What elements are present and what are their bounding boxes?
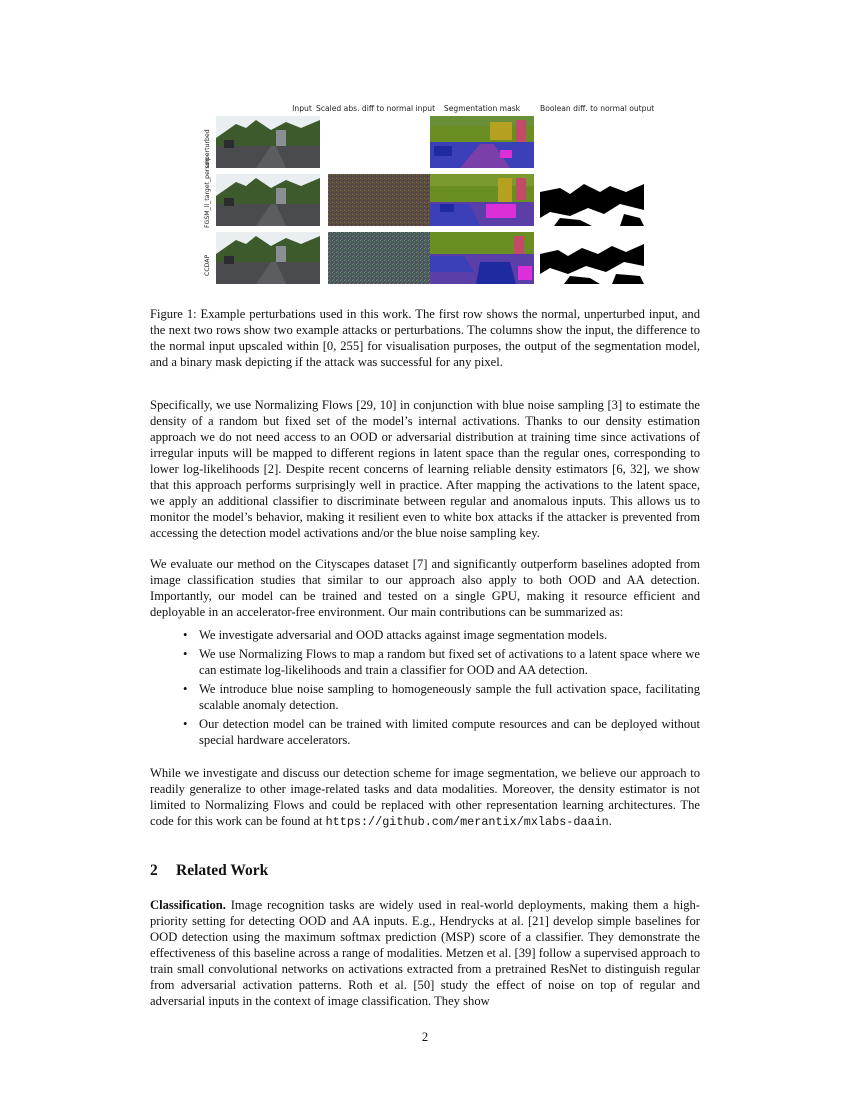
column-header-diff: Scaled abs. diff to normal input xyxy=(316,104,436,113)
paragraph-3-text: While we investigate and discuss our detection scheme for image segmentation, we believe our approach to readily generalize to other image-related tasks and data modalities. Moreover, the density estimator is not limited to Normalizing Flows and could be replaced with other representation learning architectures. The code for this work can be found at xyxy=(150,766,700,828)
diff-image-fgsm xyxy=(328,174,432,226)
section-number: 2 xyxy=(150,862,158,879)
list-item: • We investigate adversarial and OOD attacks against image segmentation models. xyxy=(183,627,700,643)
paragraph-3 xyxy=(150,765,700,830)
diff-image-ccdap xyxy=(328,232,432,284)
boolean-diff-ccdap xyxy=(540,232,644,284)
code-link[interactable]: https://github.com/merantix/mxlabs-daain xyxy=(325,815,609,829)
paragraph-3-end: . xyxy=(608,814,612,828)
paragraph-2: We evaluate our method on the Cityscapes dataset [7] and significantly outperform baselines adopted from image classification studies that similar to our approach also apply to both OOD and AA detection. Importantly, our model can be trained and tested on a single GPU, making it resource efficient and deployable in an accelerator-free environment. Our main contributions can be summarized as: xyxy=(150,557,700,619)
column-header-boolean-diff: Boolean diff. to normal output xyxy=(540,104,655,113)
figure-1 xyxy=(200,104,655,288)
column-header-segmentation: Segmentation mask xyxy=(443,104,521,113)
row-label-fgsm: FGSM_ll_target_person xyxy=(204,157,211,228)
row-label-ccdap: CCDAP xyxy=(204,254,211,276)
list-item: • We introduce blue noise sampling to homogeneously sample the full activation space, facilitating scalable anomaly detection. xyxy=(183,681,700,713)
section-heading xyxy=(150,862,268,880)
section-title: Related Work xyxy=(176,862,269,879)
input-image-unperturbed xyxy=(216,116,320,168)
paragraph-4 xyxy=(150,897,700,1009)
contributions-list xyxy=(183,627,700,751)
boolean-diff-fgsm xyxy=(540,174,644,226)
column-header-input: Input xyxy=(292,104,312,113)
segmentation-fgsm xyxy=(430,174,534,226)
input-image-fgsm xyxy=(216,174,320,226)
boolean-diff-unperturbed xyxy=(540,116,644,168)
paragraph-1: Specifically, we use Normalizing Flows [29, 10] in conjunction with blue noise sampling [3] to estimate the density of a random but fixed set of the model’s internal activations. Thanks to our density estimation approach we do not need access to an OOD or adversarial distribution at training time since activations of irregular inputs will be mapped to different regions in latent space than the regular ones, corresponding to lower log-likelihoods [2]. Despite recent concerns of learning reliable density estimators [6, 32], we show that this approach performs surprisingly well in practice. After mapping the activations to the latent space, we apply an additional classifier to discriminate between regular and anomalous inputs. This allows us to monitor the model’s behavior, making it resilient even to white box attacks if the attacker is prevented from accessing the detection model activations and/or the blue noise sampling key. xyxy=(150,398,700,540)
list-item: • Our detection model can be trained with limited compute resources and can be deployed without special hardware accelerators. xyxy=(183,716,700,748)
segmentation-ccdap xyxy=(430,232,534,284)
input-image-ccdap xyxy=(216,232,320,284)
row-label-unperturbed: unperturbed xyxy=(204,129,211,168)
segmentation-unperturbed xyxy=(430,116,534,168)
paragraph-4-lead: Classification. xyxy=(150,898,226,912)
paragraph-4-text: Image recognition tasks are widely used in real-world deployments, making them a high-priority setting for detecting OOD and AA inputs. E.g., Hendrycks at al. [21] develop simple baselines for OOD detection using the maximum softmax prediction (MSP) score of a classifier. They demonstrate the effectiveness of this baseline across a range of modalities. Metzen et al. [39] follow a supervised approach to train small convolutional networks on activations extracted from a pretrained ResNet to distinguish regular from adversarial activation patterns. Roth et al. [50] study the effect of noise on top of regular and adversarial inputs in the context of image classification. They show xyxy=(150,898,700,1008)
figure-caption: Figure 1: Example perturbations used in this work. The first row shows the normal, unperturbed input, and the next two rows show two example attacks or perturbations. The columns show the input, the difference to the normal input upscaled within [0, 255] for visualisation purposes, the output of the segmentation model, and a binary mask depicting if the attack was successful for any pixel. xyxy=(150,307,700,369)
page-number: 2 xyxy=(421,1030,429,1044)
diff-image-unperturbed xyxy=(328,116,432,168)
list-item: • We use Normalizing Flows to map a random but fixed set of activations to a latent space where we can estimate log-likelihoods and train a classifier for OOD and AA detection. xyxy=(183,646,700,678)
